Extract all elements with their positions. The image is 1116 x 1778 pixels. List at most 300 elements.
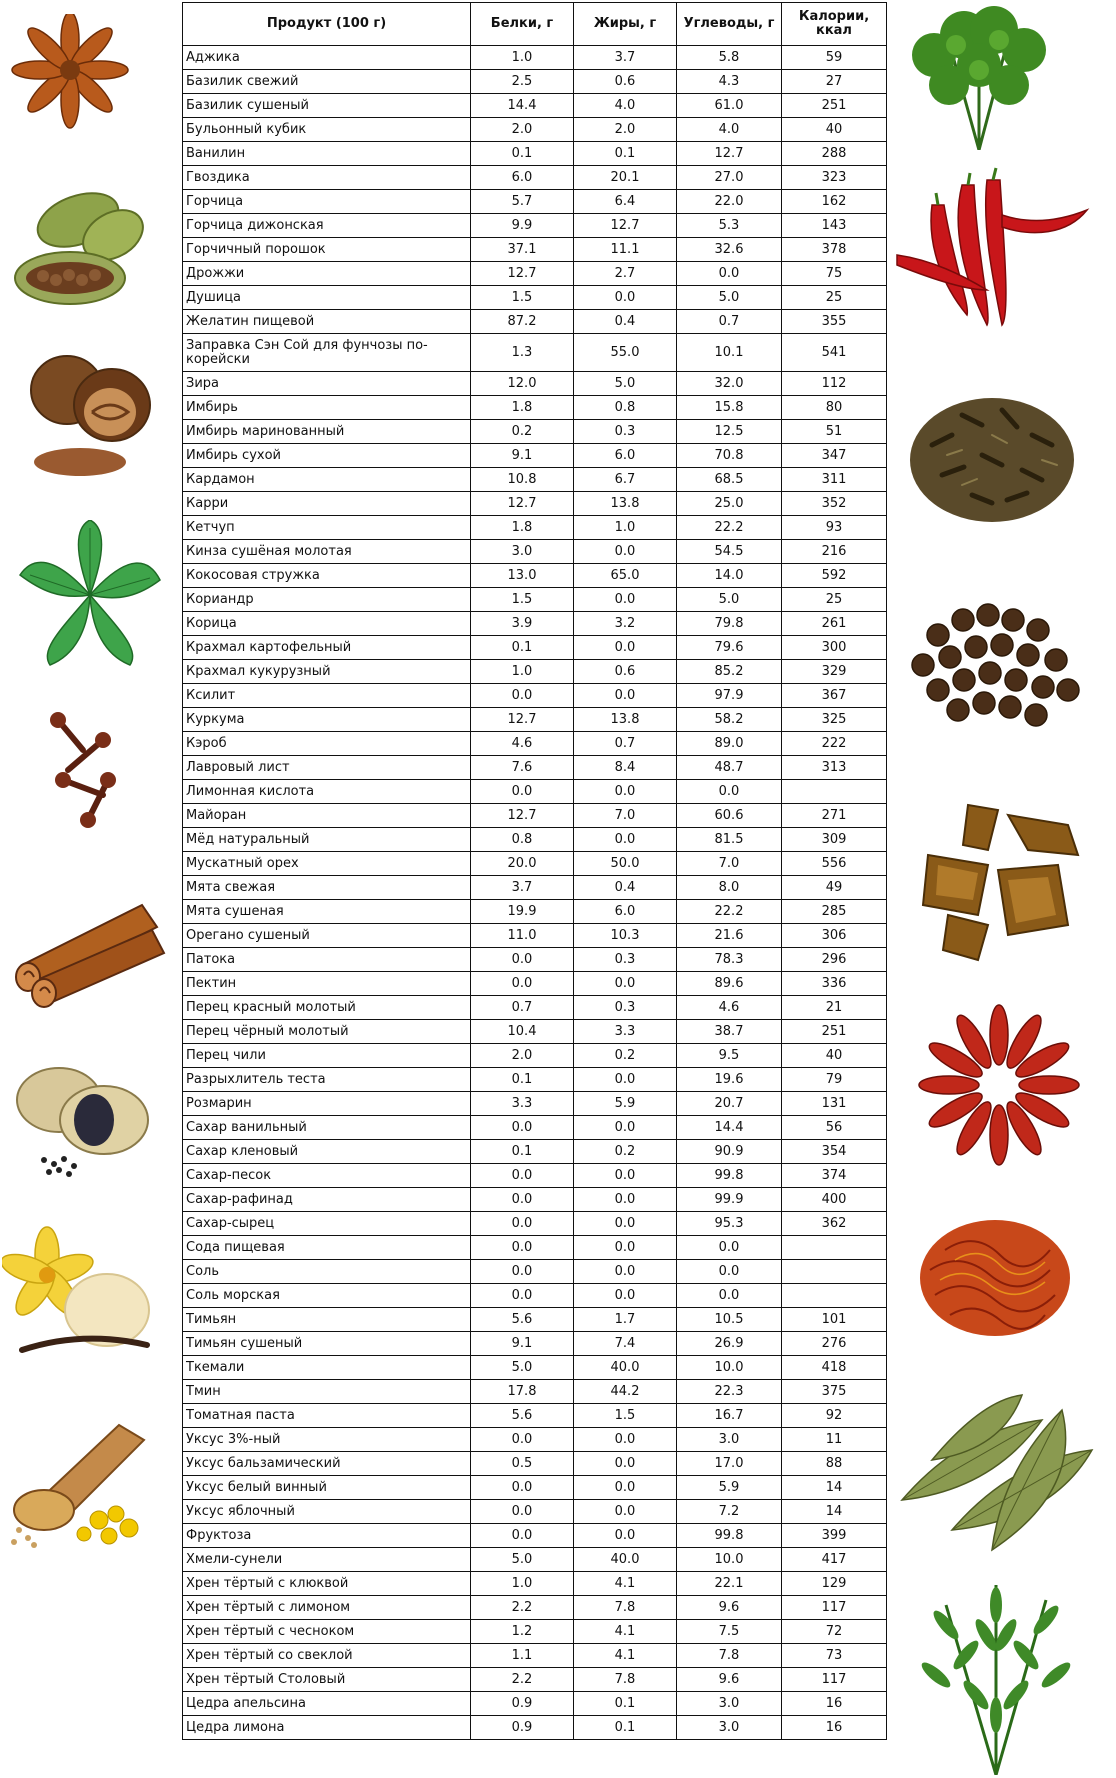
cell-fat: 1.5 [574, 1404, 677, 1428]
cell-product: Соль [183, 1260, 471, 1284]
cell-carbs: 12.5 [677, 420, 782, 444]
cell-fat: 5.0 [574, 372, 677, 396]
saffron-icon [910, 1200, 1080, 1350]
cell-product: Тимьян сушеный [183, 1332, 471, 1356]
cell-product: Желатин пищевой [183, 310, 471, 334]
cell-product: Томатная паста [183, 1404, 471, 1428]
vanilla-icon [2, 1225, 162, 1365]
cell-fat: 0.0 [574, 1428, 677, 1452]
cell-product: Уксус белый винный [183, 1476, 471, 1500]
table-row [183, 1356, 887, 1380]
table-row [183, 1404, 887, 1428]
cell-protein: 3.0 [471, 540, 574, 564]
cardamom-icon [8, 180, 158, 315]
cell-carbs: 61.0 [677, 94, 782, 118]
cell-fat: 4.0 [574, 94, 677, 118]
table-row [183, 46, 887, 70]
cell-product: Ткемали [183, 1356, 471, 1380]
cell-carbs: 58.2 [677, 708, 782, 732]
cell-calories: 131 [782, 1092, 887, 1116]
cell-carbs: 5.3 [677, 214, 782, 238]
dried-chili-circle-icon [912, 1000, 1087, 1170]
cell-product: Базилик сушеный [183, 94, 471, 118]
cell-fat: 3.2 [574, 612, 677, 636]
allspice-icon [898, 585, 1088, 745]
cell-fat: 0.1 [574, 142, 677, 166]
cell-carbs: 79.6 [677, 636, 782, 660]
cell-protein: 0.0 [471, 1524, 574, 1548]
table-row [183, 1284, 887, 1308]
cell-calories: 367 [782, 684, 887, 708]
cell-product: Кинза сушёная молотая [183, 540, 471, 564]
cell-calories: 21 [782, 996, 887, 1020]
cell-protein: 0.0 [471, 1188, 574, 1212]
cell-calories: 355 [782, 310, 887, 334]
cell-protein: 0.1 [471, 636, 574, 660]
cell-protein: 2.5 [471, 70, 574, 94]
cell-calories: 162 [782, 190, 887, 214]
cell-carbs: 60.6 [677, 804, 782, 828]
table-row [183, 310, 887, 334]
mustard-seed-icon [4, 1410, 164, 1550]
cell-fat: 0.6 [574, 70, 677, 94]
cell-calories [782, 1284, 887, 1308]
cell-fat: 0.0 [574, 828, 677, 852]
cell-protein: 12.7 [471, 804, 574, 828]
cell-carbs: 3.0 [677, 1716, 782, 1740]
cell-carbs: 17.0 [677, 1452, 782, 1476]
cell-calories: 14 [782, 1476, 887, 1500]
nutrition-table [182, 2, 887, 1740]
cell-fat: 0.0 [574, 1188, 677, 1212]
cell-calories: 300 [782, 636, 887, 660]
cell-fat: 0.0 [574, 286, 677, 310]
cell-fat: 0.1 [574, 1692, 677, 1716]
table-row [183, 1308, 887, 1332]
cell-fat: 40.0 [574, 1356, 677, 1380]
table-row [183, 1452, 887, 1476]
header-carbs: Углеводы, г [677, 3, 782, 46]
cell-calories: 88 [782, 1452, 887, 1476]
cell-calories: 329 [782, 660, 887, 684]
cell-product: Хрен тёртый с клюквой [183, 1572, 471, 1596]
cell-product: Сахар кленовый [183, 1140, 471, 1164]
table-row [183, 70, 887, 94]
cell-carbs: 81.5 [677, 828, 782, 852]
cell-calories [782, 780, 887, 804]
cell-protein: 0.0 [471, 1116, 574, 1140]
tarragon-icon [906, 1575, 1086, 1775]
cell-product: Базилик свежий [183, 70, 471, 94]
cell-calories: 362 [782, 1212, 887, 1236]
cell-product: Хрен тёртый со свеклой [183, 1644, 471, 1668]
cell-protein: 0.1 [471, 142, 574, 166]
cell-calories: 56 [782, 1116, 887, 1140]
cell-carbs: 5.0 [677, 588, 782, 612]
cell-product: Крахмал картофельный [183, 636, 471, 660]
cell-carbs: 19.6 [677, 1068, 782, 1092]
table-row [183, 564, 887, 588]
cell-product: Орегано сушеный [183, 924, 471, 948]
cell-calories: 375 [782, 1380, 887, 1404]
cell-protein: 14.4 [471, 94, 574, 118]
cell-product: Тмин [183, 1380, 471, 1404]
cell-product: Горчица [183, 190, 471, 214]
cell-product: Фруктоза [183, 1524, 471, 1548]
cell-carbs: 4.0 [677, 118, 782, 142]
cell-product: Гвоздика [183, 166, 471, 190]
cell-fat: 0.0 [574, 1164, 677, 1188]
cell-calories: 222 [782, 732, 887, 756]
cell-product: Перец чёрный молотый [183, 1020, 471, 1044]
cell-protein: 5.6 [471, 1404, 574, 1428]
cell-calories: 51 [782, 420, 887, 444]
cell-fat: 0.3 [574, 420, 677, 444]
cell-fat: 1.0 [574, 516, 677, 540]
cell-fat: 6.7 [574, 468, 677, 492]
table-row [183, 1212, 887, 1236]
cell-carbs: 89.0 [677, 732, 782, 756]
cell-calories: 25 [782, 588, 887, 612]
cell-protein: 0.5 [471, 1452, 574, 1476]
cell-fat: 65.0 [574, 564, 677, 588]
table-row [183, 334, 887, 372]
cell-carbs: 0.0 [677, 1260, 782, 1284]
table-row [183, 1116, 887, 1140]
nutmeg-icon [22, 350, 152, 485]
cell-protein: 2.2 [471, 1668, 574, 1692]
cell-fat: 0.0 [574, 1260, 677, 1284]
cell-protein: 0.0 [471, 948, 574, 972]
table-row [183, 142, 887, 166]
cell-product: Хмели-сунели [183, 1548, 471, 1572]
cell-carbs: 97.9 [677, 684, 782, 708]
table-row [183, 1188, 887, 1212]
table-row [183, 636, 887, 660]
table-row [183, 262, 887, 286]
cell-calories: 288 [782, 142, 887, 166]
cell-protein: 10.4 [471, 1020, 574, 1044]
cell-fat: 0.3 [574, 996, 677, 1020]
cell-calories: 72 [782, 1620, 887, 1644]
cell-product: Майоран [183, 804, 471, 828]
table-row [183, 1044, 887, 1068]
cell-carbs: 78.3 [677, 948, 782, 972]
cell-calories: 143 [782, 214, 887, 238]
cell-carbs: 5.9 [677, 1476, 782, 1500]
table-row [183, 1236, 887, 1260]
cell-calories [782, 1236, 887, 1260]
poppy-seed-icon [4, 1060, 169, 1185]
cell-product: Ксилит [183, 684, 471, 708]
cell-protein: 5.7 [471, 190, 574, 214]
cell-protein: 1.1 [471, 1644, 574, 1668]
cell-fat: 5.9 [574, 1092, 677, 1116]
cell-protein: 0.0 [471, 684, 574, 708]
cell-fat: 0.4 [574, 876, 677, 900]
cell-calories: 216 [782, 540, 887, 564]
cell-product: Цедра апельсина [183, 1692, 471, 1716]
cell-fat: 0.6 [574, 660, 677, 684]
cell-protein: 3.9 [471, 612, 574, 636]
cell-product: Сода пищевая [183, 1236, 471, 1260]
cell-protein: 0.0 [471, 1212, 574, 1236]
left-image-column [0, 0, 175, 1778]
cell-product: Мускатный орех [183, 852, 471, 876]
cell-fat: 0.0 [574, 1116, 677, 1140]
cell-fat: 11.1 [574, 238, 677, 262]
cell-product: Патока [183, 948, 471, 972]
cell-calories: 354 [782, 1140, 887, 1164]
table-row [183, 286, 887, 310]
cell-carbs: 27.0 [677, 166, 782, 190]
cell-carbs: 4.3 [677, 70, 782, 94]
cell-protein: 1.0 [471, 660, 574, 684]
table-row [183, 852, 887, 876]
cell-carbs: 0.7 [677, 310, 782, 334]
table-row [183, 1332, 887, 1356]
dried-ginger-icon [908, 795, 1088, 965]
cell-carbs: 22.3 [677, 1380, 782, 1404]
cell-product: Пектин [183, 972, 471, 996]
table-row [183, 94, 887, 118]
cell-product: Кетчуп [183, 516, 471, 540]
cell-carbs: 10.0 [677, 1548, 782, 1572]
cell-fat: 0.1 [574, 1716, 677, 1740]
cell-fat: 1.7 [574, 1308, 677, 1332]
cell-fat: 6.0 [574, 444, 677, 468]
table-row [183, 1668, 887, 1692]
cell-carbs: 4.6 [677, 996, 782, 1020]
table-row [183, 214, 887, 238]
cell-fat: 0.0 [574, 1500, 677, 1524]
cell-calories: 400 [782, 1188, 887, 1212]
cell-product: Сахар-сырец [183, 1212, 471, 1236]
cell-calories: 27 [782, 70, 887, 94]
cell-fat: 44.2 [574, 1380, 677, 1404]
cell-fat: 0.0 [574, 1524, 677, 1548]
cell-protein: 9.1 [471, 444, 574, 468]
cell-protein: 1.2 [471, 1620, 574, 1644]
parsley-icon [894, 0, 1064, 150]
cell-product: Хрен тёртый с чесноком [183, 1620, 471, 1644]
cell-carbs: 7.2 [677, 1500, 782, 1524]
cell-fat: 0.0 [574, 684, 677, 708]
cell-calories: 93 [782, 516, 887, 540]
cell-calories: 11 [782, 1428, 887, 1452]
cell-carbs: 5.8 [677, 46, 782, 70]
cell-product: Сахар-песок [183, 1164, 471, 1188]
cell-calories [782, 1260, 887, 1284]
table-row [183, 1068, 887, 1092]
cell-product: Лавровый лист [183, 756, 471, 780]
table-row [183, 468, 887, 492]
cell-protein: 1.5 [471, 588, 574, 612]
cell-calories: 313 [782, 756, 887, 780]
cell-product: Горчичный порошок [183, 238, 471, 262]
cell-product: Имбирь сухой [183, 444, 471, 468]
cell-product: Уксус 3%-ный [183, 1428, 471, 1452]
table-row [183, 1260, 887, 1284]
table-row [183, 612, 887, 636]
cell-calories: 336 [782, 972, 887, 996]
cell-calories: 556 [782, 852, 887, 876]
cell-protein: 0.9 [471, 1716, 574, 1740]
cell-product: Крахмал кукурузный [183, 660, 471, 684]
cell-fat: 0.0 [574, 1476, 677, 1500]
table-row [183, 492, 887, 516]
cell-calories: 309 [782, 828, 887, 852]
table-row [183, 1164, 887, 1188]
cell-calories: 311 [782, 468, 887, 492]
table-row [183, 1620, 887, 1644]
cell-carbs: 16.7 [677, 1404, 782, 1428]
cell-calories: 296 [782, 948, 887, 972]
cell-carbs: 7.0 [677, 852, 782, 876]
cell-product: Зира [183, 372, 471, 396]
cell-carbs: 22.1 [677, 1572, 782, 1596]
table-row [183, 1380, 887, 1404]
cell-protein: 0.2 [471, 420, 574, 444]
cell-fat: 3.7 [574, 46, 677, 70]
cell-product: Сахар-рафинад [183, 1188, 471, 1212]
star-anise-icon [10, 14, 130, 129]
bay-leaf-icon [892, 1390, 1102, 1560]
cell-protein: 5.6 [471, 1308, 574, 1332]
cell-carbs: 10.5 [677, 1308, 782, 1332]
cell-calories: 325 [782, 708, 887, 732]
cell-fat: 7.8 [574, 1596, 677, 1620]
cell-protein: 0.0 [471, 972, 574, 996]
header-product: Продукт (100 г) [183, 3, 471, 46]
cell-fat: 0.3 [574, 948, 677, 972]
cell-protein: 20.0 [471, 852, 574, 876]
cell-fat: 8.4 [574, 756, 677, 780]
cell-product: Лимонная кислота [183, 780, 471, 804]
cell-protein: 2.2 [471, 1596, 574, 1620]
cell-carbs: 9.5 [677, 1044, 782, 1068]
cell-protein: 5.0 [471, 1356, 574, 1380]
cell-fat: 3.3 [574, 1020, 677, 1044]
table-row [183, 948, 887, 972]
header-calories: Калории, ккал [782, 3, 887, 46]
cell-fat: 0.7 [574, 732, 677, 756]
cell-protein: 37.1 [471, 238, 574, 262]
cell-calories: 49 [782, 876, 887, 900]
cell-protein: 12.0 [471, 372, 574, 396]
cell-carbs: 7.5 [677, 1620, 782, 1644]
cell-calories: 352 [782, 492, 887, 516]
cell-carbs: 20.7 [677, 1092, 782, 1116]
cell-calories: 129 [782, 1572, 887, 1596]
table-row [183, 924, 887, 948]
cell-protein: 9.1 [471, 1332, 574, 1356]
table-row [183, 996, 887, 1020]
table-row [183, 1140, 887, 1164]
cell-product: Кокосовая стружка [183, 564, 471, 588]
cell-calories: 399 [782, 1524, 887, 1548]
cell-carbs: 14.0 [677, 564, 782, 588]
cell-fat: 2.7 [574, 262, 677, 286]
cell-carbs: 14.4 [677, 1116, 782, 1140]
cell-protein: 12.7 [471, 492, 574, 516]
cell-product: Имбирь [183, 396, 471, 420]
cell-carbs: 5.0 [677, 286, 782, 310]
table-row [183, 1476, 887, 1500]
table-row [183, 190, 887, 214]
cell-fat: 7.0 [574, 804, 677, 828]
cell-calories: 79 [782, 1068, 887, 1092]
cell-carbs: 70.8 [677, 444, 782, 468]
cell-fat: 0.4 [574, 310, 677, 334]
cell-product: Имбирь маринованный [183, 420, 471, 444]
cell-product: Горчица дижонская [183, 214, 471, 238]
cell-calories: 92 [782, 1404, 887, 1428]
cell-product: Кардамон [183, 468, 471, 492]
cell-product: Куркума [183, 708, 471, 732]
cell-product: Тимьян [183, 1308, 471, 1332]
table-row [183, 372, 887, 396]
table-row [183, 1644, 887, 1668]
table-row [183, 756, 887, 780]
cell-carbs: 8.0 [677, 876, 782, 900]
cell-product: Хрен тёртый Столовый [183, 1668, 471, 1692]
cell-protein: 17.8 [471, 1380, 574, 1404]
cell-calories: 276 [782, 1332, 887, 1356]
table-row [183, 708, 887, 732]
cell-protein: 0.0 [471, 1476, 574, 1500]
cell-protein: 19.9 [471, 900, 574, 924]
cell-calories: 271 [782, 804, 887, 828]
cell-product: Дрожжи [183, 262, 471, 286]
cell-protein: 7.6 [471, 756, 574, 780]
cell-calories: 80 [782, 396, 887, 420]
header-protein: Белки, г [471, 3, 574, 46]
cell-product: Мята сушеная [183, 900, 471, 924]
cell-calories: 418 [782, 1356, 887, 1380]
nutrition-table-container [182, 2, 886, 1740]
cell-protein: 13.0 [471, 564, 574, 588]
table-header-row [183, 3, 887, 46]
cell-carbs: 0.0 [677, 262, 782, 286]
cumin-icon [902, 375, 1082, 535]
cell-calories: 59 [782, 46, 887, 70]
cell-protein: 6.0 [471, 166, 574, 190]
cell-carbs: 9.6 [677, 1668, 782, 1692]
cell-protein: 2.0 [471, 118, 574, 142]
cell-carbs: 32.6 [677, 238, 782, 262]
cell-protein: 0.0 [471, 1284, 574, 1308]
cell-fat: 6.0 [574, 900, 677, 924]
table-row [183, 166, 887, 190]
table-row [183, 540, 887, 564]
cell-product: Бульонный кубик [183, 118, 471, 142]
cell-fat: 0.2 [574, 1140, 677, 1164]
cell-carbs: 99.9 [677, 1188, 782, 1212]
cell-carbs: 90.9 [677, 1140, 782, 1164]
cell-fat: 13.8 [574, 492, 677, 516]
cell-calories: 285 [782, 900, 887, 924]
cell-fat: 4.1 [574, 1644, 677, 1668]
cell-product: Душица [183, 286, 471, 310]
cell-carbs: 15.8 [677, 396, 782, 420]
cell-fat: 40.0 [574, 1548, 677, 1572]
cell-carbs: 0.0 [677, 1236, 782, 1260]
cell-calories: 16 [782, 1716, 887, 1740]
cell-product: Хрен тёртый с лимоном [183, 1596, 471, 1620]
cell-fat: 0.8 [574, 396, 677, 420]
table-row [183, 804, 887, 828]
